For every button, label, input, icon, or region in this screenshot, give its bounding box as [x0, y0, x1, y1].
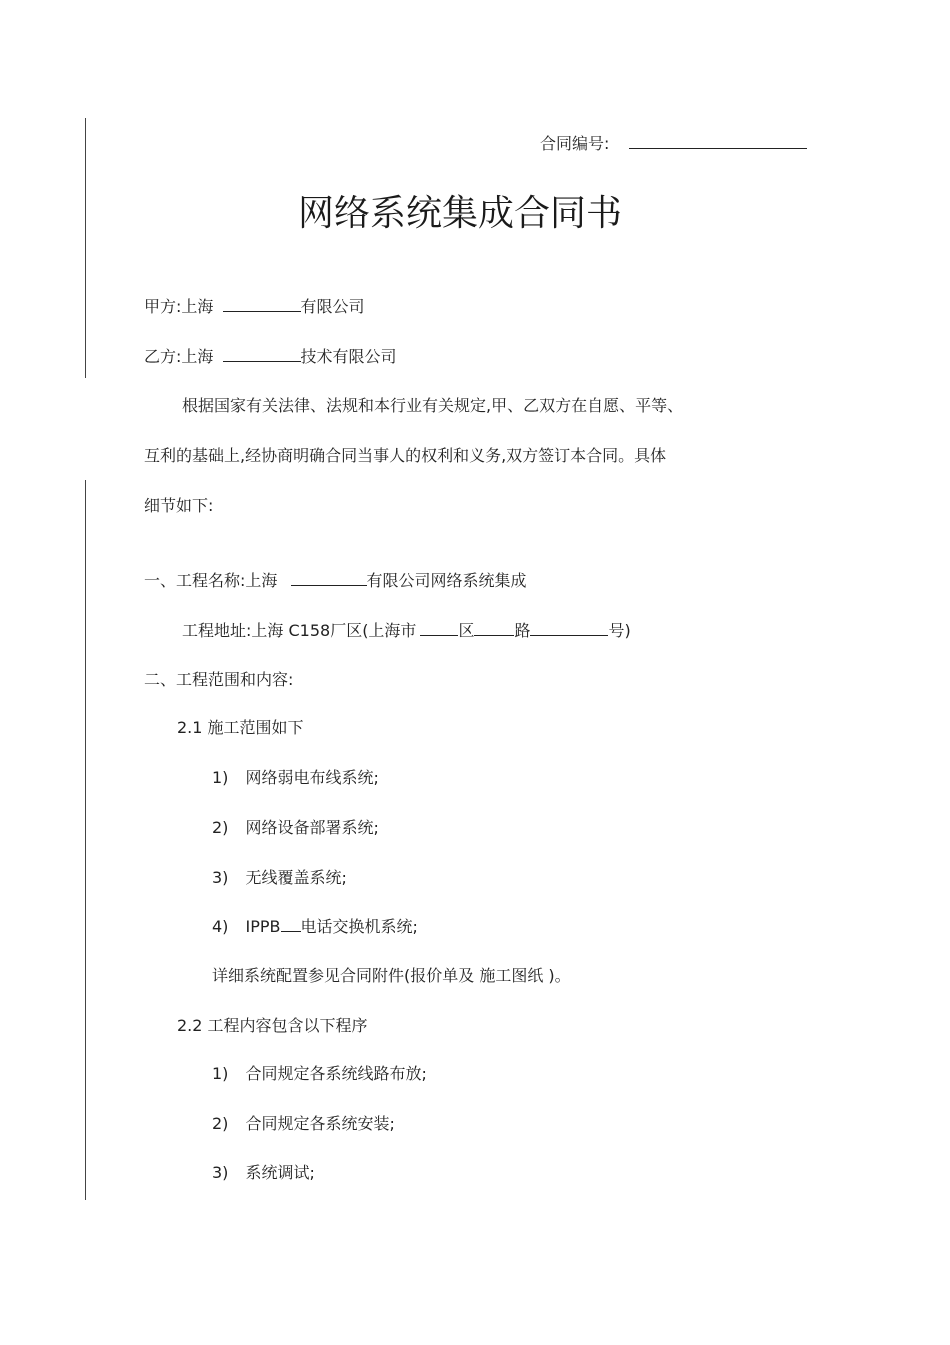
project-address-line	[182, 620, 631, 641]
contract-number-label: 合同编号:	[540, 134, 610, 153]
list-item	[212, 1163, 315, 1183]
list-item-number: 1)	[212, 768, 229, 787]
contract-number-blank	[629, 133, 807, 149]
list-item-number: 1)	[212, 1064, 229, 1083]
party-b-prefix: 乙方:上海	[144, 347, 214, 366]
party-a-suffix: 有限公司	[300, 297, 365, 316]
list-item	[212, 1064, 427, 1084]
address-road-label: 路	[514, 621, 531, 640]
list-item	[212, 916, 418, 937]
address-number-label: 号)	[608, 621, 631, 640]
number-blank	[530, 620, 608, 636]
project-address-prefix: 工程地址:上海 C158厂区(上海市	[182, 621, 417, 640]
list-item-text: 无线覆盖系统;	[245, 868, 347, 887]
list-item-text: 合同规定各系统安装;	[245, 1114, 395, 1133]
project-name-suffix: 有限公司网络系统集成	[366, 571, 527, 590]
list-item	[212, 1114, 395, 1134]
project-name-line	[144, 570, 527, 591]
list-item-text: 系统调试;	[245, 1163, 315, 1182]
list-item-text: 合同规定各系统线路布放;	[245, 1064, 427, 1083]
list-item-text: 网络弱电布线系统;	[245, 768, 379, 787]
left-margin-rule-top	[85, 118, 86, 378]
list-item	[212, 818, 379, 838]
party-b-blank	[223, 346, 301, 362]
project-name-prefix: 一、工程名称:上海	[144, 571, 278, 590]
subsection-2-2-heading: 2.2 工程内容包含以下程序	[177, 1016, 368, 1035]
list-item-text-suffix: 电话交换机系统;	[300, 917, 418, 936]
project-name-blank	[291, 570, 367, 586]
contract-number	[540, 133, 807, 154]
section-2-heading: 二、工程范围和内容:	[144, 670, 294, 689]
list-item	[212, 868, 347, 888]
list-item-number: 4)	[212, 917, 229, 936]
config-note: 详细系统配置参见合同附件(报价单及 施工图纸 )。	[212, 966, 571, 985]
district-blank	[420, 620, 458, 636]
list-item-text-prefix: IPPB	[245, 917, 281, 936]
party-a-line	[144, 296, 365, 317]
list-item-number: 2)	[212, 818, 229, 837]
party-b-suffix: 技术有限公司	[300, 347, 397, 366]
left-margin-rule-bottom	[85, 480, 86, 1200]
list-item-number: 2)	[212, 1114, 229, 1133]
list-item-number: 3)	[212, 1163, 229, 1182]
list-item-number: 3)	[212, 868, 229, 887]
road-blank	[474, 620, 514, 636]
list-item-text: 网络设备部署系统;	[245, 818, 379, 837]
subsection-2-1-heading: 2.1 施工范围如下	[177, 718, 304, 737]
intro-line-3: 细节如下:	[144, 496, 214, 515]
ippb-blank	[281, 916, 301, 932]
party-b-line	[144, 346, 397, 367]
party-a-prefix: 甲方:上海	[144, 297, 214, 316]
intro-line-2: 互利的基础上,经协商明确合同当事人的权利和义务,双方签订本合同。具体	[144, 446, 667, 465]
party-a-blank	[223, 296, 301, 312]
list-item	[212, 768, 379, 788]
intro-line-1: 根据国家有关法律、法规和本行业有关规定,甲、乙双方在自愿、平等、	[182, 396, 684, 415]
address-district-label: 区	[458, 621, 475, 640]
document-title: 网络系统集成合同书	[297, 193, 622, 234]
